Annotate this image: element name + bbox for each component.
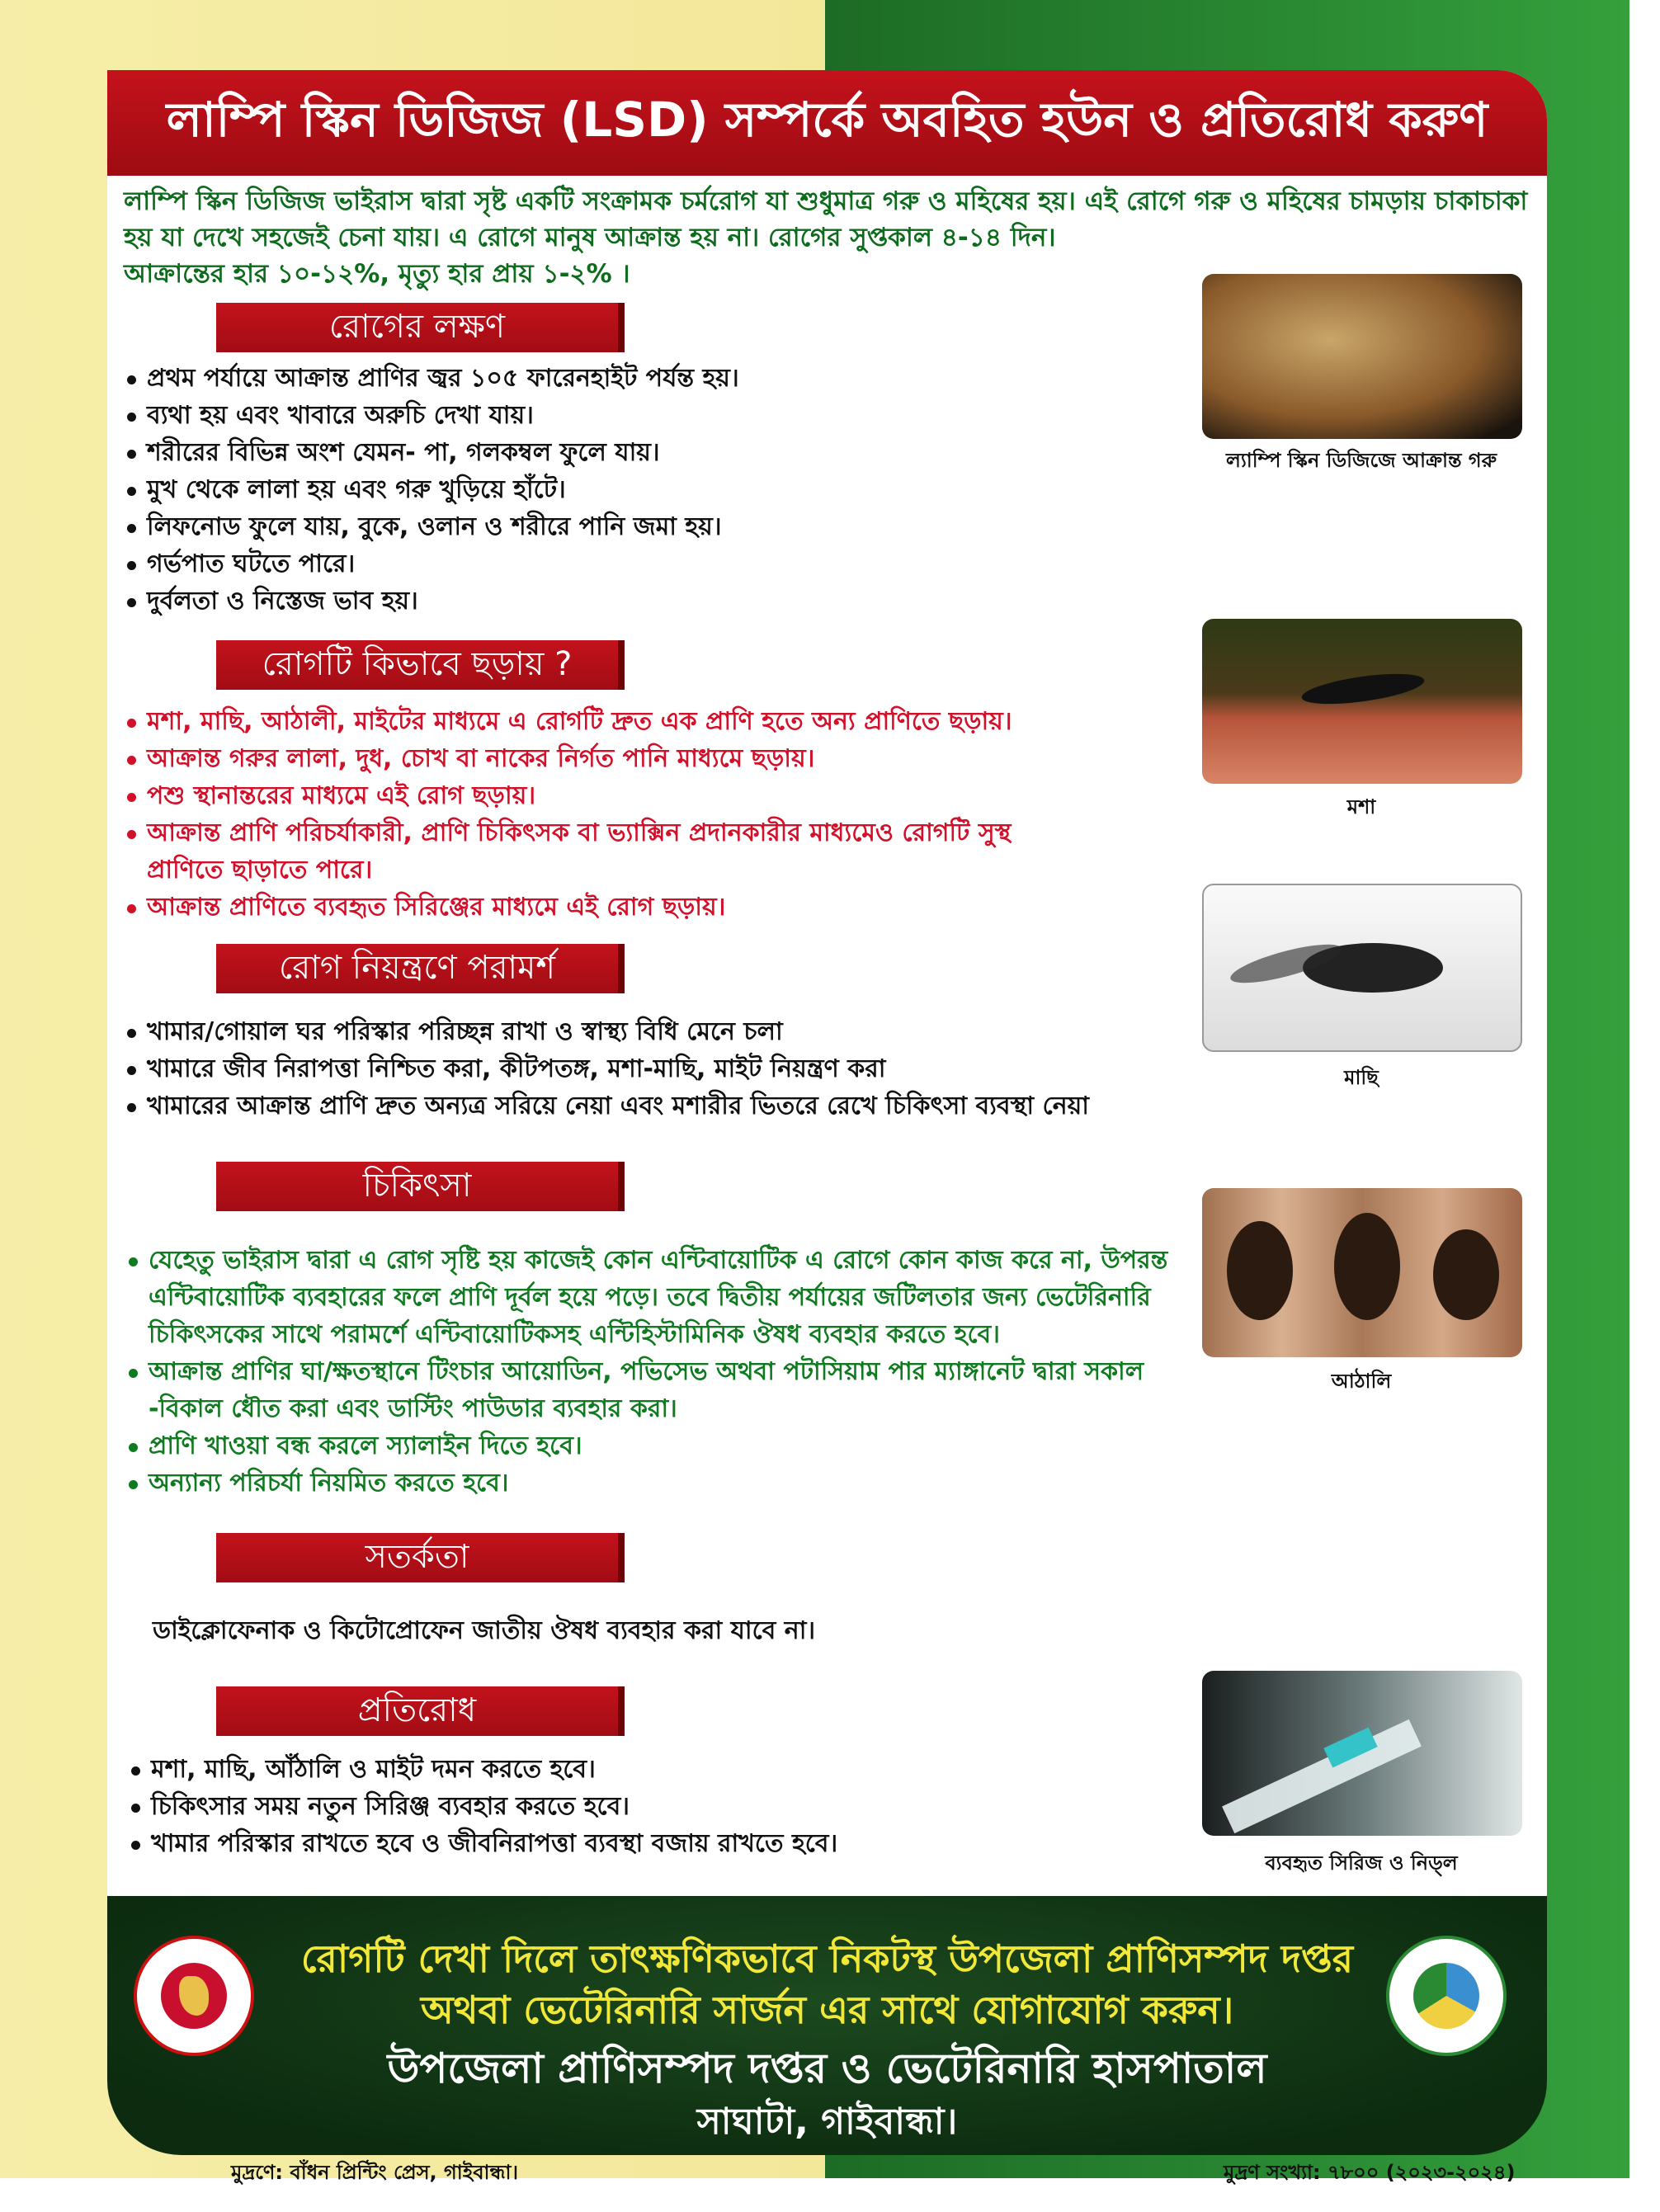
list-item: ব্যথা হয় এবং খাবারে অরুচি দেখা যায়। (124, 397, 1180, 434)
syringe-photo (1202, 1671, 1522, 1836)
list-item: আক্রান্ত প্রাণিতে ব্যবহৃত সিরিঞ্জের মাধ্যমে এই রোগ ছড়ায়। (124, 889, 1056, 926)
photo-caption: মাছি (1344, 1066, 1379, 1089)
poster-title: লাম্পি স্কিন ডিজিজ (LSD) সম্পর্কে অবহিত হউন ও প্রতিরোধ করুণ (166, 91, 1488, 148)
printer-credit: মুদ্রণে: বাঁধন প্রিন্টিং প্রেস, গাইবান্ধা। (231, 2161, 519, 2184)
list-item: প্রথম পর্যায়ে আক্রান্ত প্রাণির জ্বর ১০৫ ফারেনহাইট পর্যন্ত হয়। (124, 360, 1180, 397)
list-item: খামারে জীব নিরাপত্তা নিশ্চিত করা, কীটপতঙ্গ, মশা-মাছি, মাইট নিয়ন্ত্রণ করা (124, 1050, 1188, 1087)
section-heading-control: রোগ নিয়ন্ত্রণে পরামর্শ (216, 944, 625, 993)
mosquito-photo (1202, 619, 1522, 784)
spread-list (124, 703, 1056, 926)
list-item: চিকিৎসার সময় নতুন সিরিঞ্জ ব্যবহার করতে হবে। (128, 1788, 1118, 1825)
footer-location: সাঘাটা, গাইবান্ধা। (696, 2101, 958, 2143)
list-item: আক্রান্ত গরুর লালা, দুধ, চোখ বা নাকের নির্গত পানি মাধ্যমে ছড়ায়। (124, 740, 1056, 777)
contact-footer (107, 1896, 1547, 2155)
list-item: গর্ভপাত ঘটতে পারে। (124, 545, 1180, 582)
photo-caption: মশা (1346, 795, 1376, 818)
tick-photo (1202, 1188, 1522, 1357)
list-item: মশা, মাছি, আঁঠালি ও মাইট দমন করতে হবে। (128, 1751, 1118, 1788)
section-heading-treatment: চিকিৎসা (216, 1162, 625, 1211)
list-item: মশা, মাছি, আঠালী, মাইটের মাধ্যমে এ রোগটি দ্রুত এক প্রাণি হতে অন্য প্রাণিতে ছড়ায়। (124, 703, 1056, 740)
list-item: লিফনোড ফুলে যায়, বুকে, ওলান ও শরীরে পানি জমা হয়। (124, 508, 1180, 545)
list-item: খামারের আক্রান্ত প্রাণি দ্রুত অন্যত্র সরিয়ে নেয়া এবং মশারীর ভিতরে রেখে চিকিৎসা ব্যবস্থা নেয়া (124, 1087, 1188, 1125)
footer-instruction-line-2: অথবা ভেটেরিনারি সার্জন এর সাথে যোগাযোগ করুন। (420, 1988, 1234, 2032)
photo-caption: ল্যাম্পি স্কিন ডিজিজে আক্রান্ত গরু (1225, 449, 1497, 472)
footer-instruction-line-1: রোগটি দেখা দিলে তাৎক্ষণিকভাবে নিকটস্থ উপজেলা প্রাণিসম্পদ দপ্তর (300, 1936, 1354, 1981)
title-bar (107, 70, 1547, 176)
intro-paragraph: লাম্পি স্কিন ডিজিজ ভাইরাস দ্বারা সৃষ্ট একটি সংক্রামক চর্মরোগ যা শুধুমাত্র গরু ও মহিষের হয়। এই রোগে গরু ও মহিষের চামড়ায় চাকাচাকা হয় যা দেখে সহজেই চেনা যায়। এ রোগে মানুষ আক্রান্ত হয় না। রোগের সুপ্তকাল ৪-১৪ দিন। (124, 186, 1528, 252)
symptoms-list (124, 360, 1180, 620)
footer-office-name: উপজেলা প্রাণিসম্পদ দপ্তর ও ভেটেরিনারি হাসপাতাল (387, 2045, 1267, 2092)
print-count: মুদ্রণ সংখ্যা: ৭৮০০ (২০২৩-২০২৪) (1224, 2161, 1516, 2184)
list-item: মুখ থেকে লালা হয় এবং গরু খুড়িয়ে হাঁটে। (124, 471, 1180, 508)
list-item: পশু স্থানান্তরের মাধ্যমে এই রোগ ছড়ায়। (124, 777, 1056, 814)
list-item: শরীরের বিভিন্ন অংশ যেমন- পা, গলকম্বল ফুলে যায়। (124, 434, 1180, 471)
prevention-list (128, 1751, 1118, 1862)
section-heading-caution: সতর্কতা (216, 1533, 625, 1582)
section-heading-spread: রোগটি কিভাবে ছড়ায় ? (216, 640, 625, 690)
list-item: খামার/গোয়াল ঘর পরিস্কার পরিচ্ছন্ন রাখা ও স্বাস্থ্য বিধি মেনে চলা (124, 1013, 1188, 1050)
intro-rates: আক্রান্তের হার ১০-১২%, মৃত্যু হার প্রায় ১-২% । (124, 259, 630, 289)
list-item: অন্যান্য পরিচর্যা নিয়মিত করতে হবে। (125, 1464, 1181, 1502)
fly-photo (1202, 884, 1522, 1052)
list-item: প্রাণি খাওয়া বন্ধ করলে স্যালাইন দিতে হবে। (125, 1427, 1181, 1464)
list-item: খামার পরিস্কার রাখতে হবে ও জীবনিরাপত্তা ব্যবস্থা বজায় রাখতে হবে। (128, 1825, 1118, 1862)
list-item: যেহেতু ভাইরাস দ্বারা এ রোগ সৃষ্টি হয় কাজেই কোন এন্টিবায়োটিক এ রোগে কোন কাজ করে না, উপরন্ত এন্টিবায়োটিক ব্যবহারের ফলে প্রাণি দূর্বল হয়ে পড়ে। তবে দ্বিতীয় পর্যায়ের জটিলতার জন্য ভেটেরিনারি চিকিৎসকের সাথে পরামর্শে এন্টিবায়োটিকসহ এন্টিহিস্টামিনিক ঔষধ ব্যবহার করতে হবে। (125, 1242, 1181, 1353)
control-list (124, 1013, 1188, 1125)
caution-text: ডাইক্লোফেনাক ও কিটোপ্রোফেন জাতীয় ঔষধ ব্যবহার করা যাবে না। (153, 1616, 816, 1645)
section-heading-prevention: প্রতিরোধ (216, 1686, 625, 1736)
list-item: দুর্বলতা ও নিস্তেজ ভাব হয়। (124, 582, 1180, 620)
list-item: আক্রান্ত প্রাণি পরিচর্যাকারী, প্রাণি চিকিৎসক বা ভ্যাক্সিন প্রদানকারীর মাধ্যমেও রোগটি সুস্থ প্রাণিতে ছাড়াতে পারে। (124, 814, 1056, 889)
infected-cow-photo (1202, 274, 1522, 439)
section-heading-symptoms: রোগের লক্ষণ (216, 303, 625, 352)
photo-caption: ব্যবহৃত সিরিজ ও নিড্ল (1265, 1851, 1458, 1875)
treatment-list (125, 1242, 1181, 1502)
photo-caption: আঠালি (1331, 1370, 1392, 1393)
list-item: আক্রান্ত প্রাণির ঘা/ক্ষতস্থানে টিংচার আয়োডিন, পভিসেভ অথবা পটাসিয়াম পার ম্যাঙ্গানেট দ্বারা সকাল -বিকাল ধৌত করা এবং ডাস্টিং পাউডার ব্যবহার করা। (125, 1353, 1181, 1427)
